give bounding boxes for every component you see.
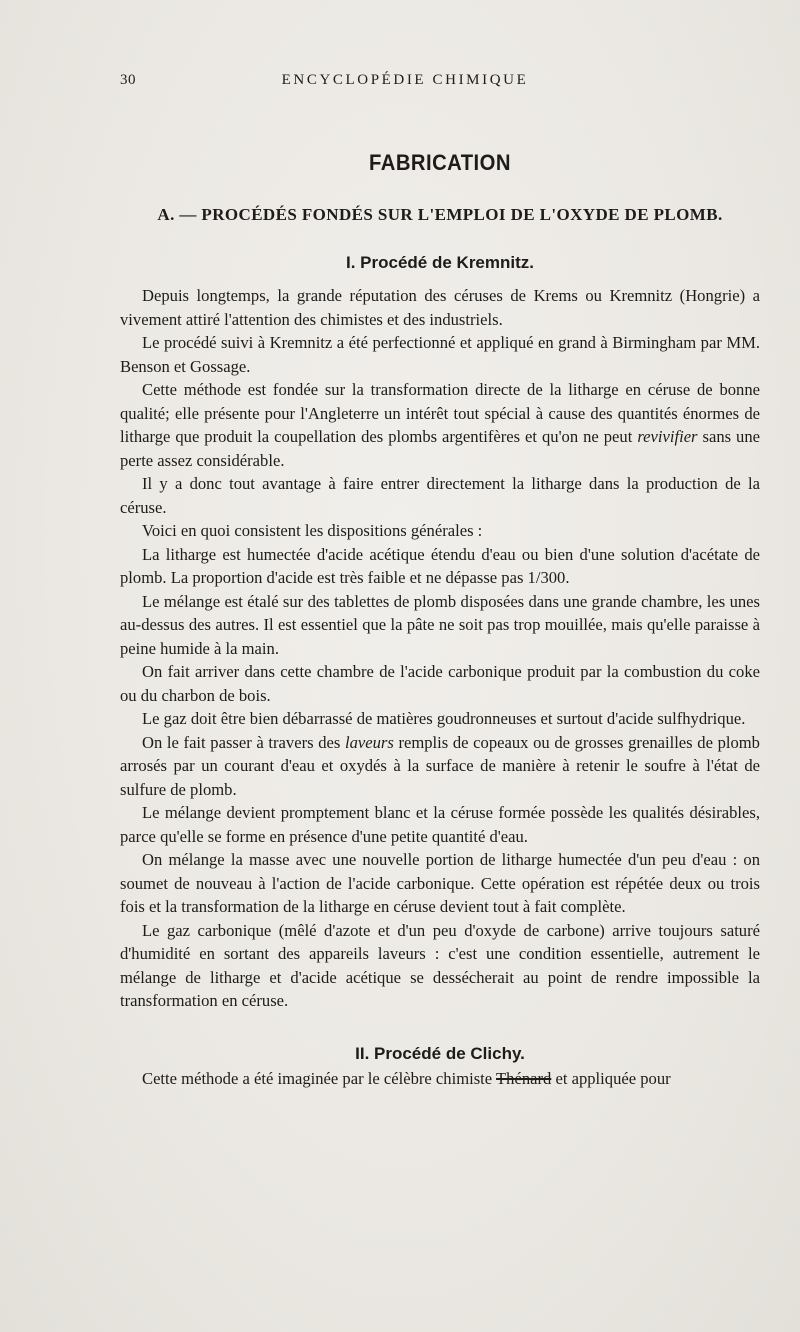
paragraph: On fait arriver dans cette chambre de l'acide carbonique produit par la combustion du coke ou du charbon de bois. [120,662,760,705]
italic-term: revivifier [637,427,698,446]
paragraph: La litharge est humectée d'acide acétique étendu d'eau ou bien d'une solution d'acétate de plomb. La proportion d'acide est très faible et ne dépasse pas 1/300. [120,544,760,587]
italic-term: laveurs [344,732,394,752]
paragraph: Le gaz doit être bien débarrassé de matières goudronneuses et surtout d'acide sulfhydrique. [142,709,746,728]
section-heading: A. — PROCÉDÉS FONDÉS SUR L'EMPLOI DE L'OXYDE DE PLOMB. [157,205,723,224]
paragraph-text: remplis de copeaux ou de grosses grenailles de plomb arrosés par un courant d'eau et oxydés à la surface de manière à retenir le soufre à l'état de sulfure de plomb. [120,732,760,799]
paragraph-text: sans une perte assez considérable. [120,427,761,470]
subsection-heading-kremnitz: I. Procédé de Kremnitz. [346,253,534,272]
paragraph: Le mélange devient promptement blanc et la céruse formée possède les qualités désirables, parce qu'elle se forme en présence d'une petite quantité d'eau. [120,803,760,846]
page-body [120,128,760,1090]
running-title: ENCYCLOPÉDIE CHIMIQUE [281,72,529,88]
paragraph: On mélange la masse avec une nouvelle portion de litharge humectée d'un peu d'eau : on soumet de nouveau à l'action de l'acide carbonique. Cette opération est répétée deux ou trois fois et la transformation de la litharge en céruse devient tout à fait complète. [120,850,760,916]
paragraph [120,731,760,802]
paragraph: Il y a donc tout avantage à faire entrer directement la litharge dans la production de la céruse. [120,474,760,517]
paragraph: Depuis longtemps, la grande réputation des céruses de Krems ou Kremnitz (Hongrie) a vivement attiré l'attention des chimistes et des industriels. [120,286,760,329]
paragraph-text: et appliquée pour [555,1068,671,1088]
paragraph: Le mélange est étalé sur des tablettes de plomb disposées dans une grande chambre, les unes au-dessus des autres. Il est essentiel que la pâte ne soit pas trop mouillée, mais qu'elle paraisse à peine humide à la main. [120,591,760,658]
chapter-title: FABRICATION [369,150,511,175]
page-header [120,72,760,94]
paragraph-text: Cette méthode a été imaginée par le célèbre chimiste [142,1068,493,1088]
paragraph: Voici en quoi consistent les dispositions générales : [142,521,483,540]
paragraph-text: On le fait passer à travers des [142,732,341,752]
paragraph: Le procédé suivi à Kremnitz a été perfectionné et appliqué en grand à Birmingham par MM. Benson et Gossage. [120,333,760,376]
paragraph-text: Cette méthode est fondée sur la transformation directe de la litharge en céruse de bonne qualité; elle présente pour l'Angleterre un intérêt tout spécial à cause des quantités énormes de litharge que produit la coupellation des plombs argentifères et qu'on ne peut [120,380,760,446]
paragraph-final [120,1067,760,1091]
paragraph: Le gaz carbonique (mêlé d'azote et d'un peu d'oxyde de carbone) arrive toujours saturé d'humidité en sortant des appareils laveurs : c'est une condition essentielle, autrement le mélange de litharge et d'acide acétique se dessécherait au point de rendre impossible la transformation en céruse. [120,920,760,1010]
subsection-heading-clichy: II. Procédé de Clichy. [355,1043,525,1063]
paragraph [120,378,760,472]
page-number: 30 [120,72,136,88]
struck-name: Thénard [496,1068,552,1088]
